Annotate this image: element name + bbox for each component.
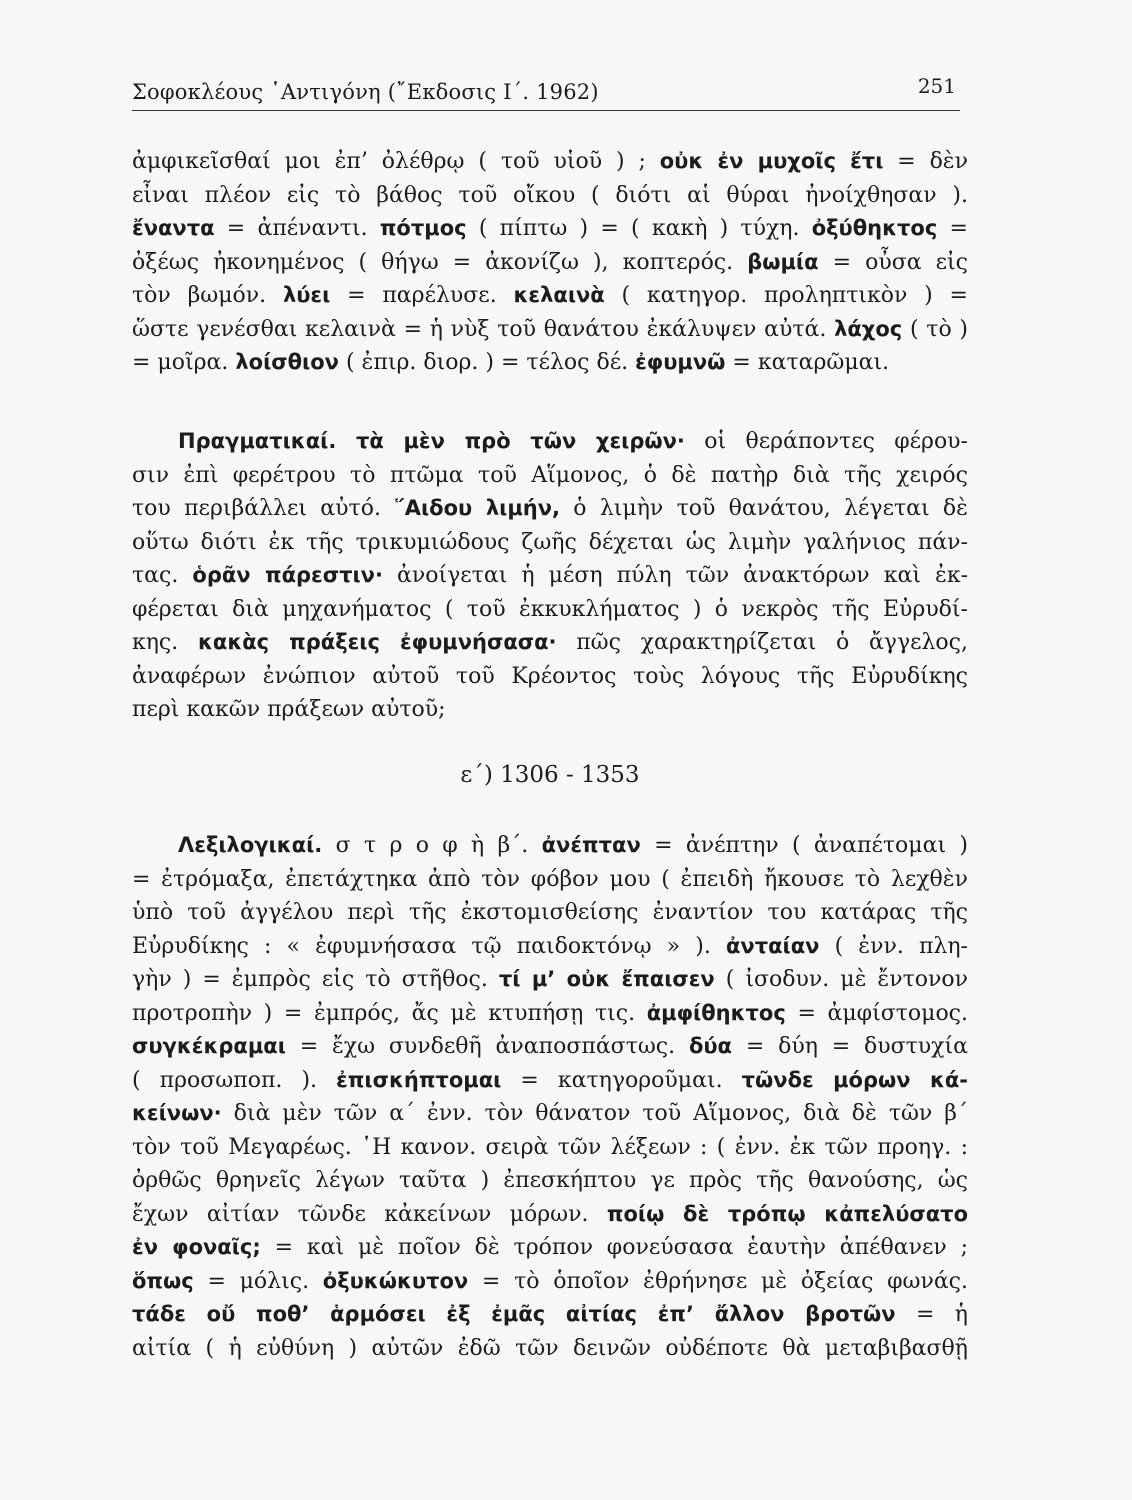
text-line: του περιβάλλει αὐτό. ῞Αιδου λιμήν, ὁ λιμὴν τοῦ θανάτου, λέγεται δὲ (132, 496, 968, 521)
page-number: 251 (917, 74, 956, 98)
text-line: = ἐτρόμαξα, ἐπετάχτηκα ἀπὸ τὸν φόβον μου ( ἐπειδὴ ἤκουσε τὸ λεχθὲν (132, 866, 968, 892)
paragraph-vocabulary-continued (132, 145, 968, 380)
text-line: αἰτία ( ἡ εὐθύνη ) αὐτῶν ἐδῶ τῶν δεινῶν οὐδέποτε θὰ μεταβιβασθῇ (132, 1335, 968, 1361)
text-line: ἔχων αἰτίαν τῶνδε κἀκείνων μόρων. ποίῳ δὲ τρόπῳ κἀπελύσατο (132, 1201, 968, 1227)
text-line: Λεξιλογικαί. σ τ ρ ο φ ὴ β΄. ἀνέπταν = ἀνέπτην ( ἀναπέτομαι ) (178, 833, 968, 858)
text-line: ἀναφέρων ἐνώπιον αὐτοῦ τοῦ Κρέοντος τοὺς λόγους τῆς Εὐρυδίκης (132, 663, 968, 689)
text-line: Εὐρυδίκης : « ἐφυμνήσασα τῷ παιδοκτόνῳ » ). ἀνταίαν ( ἐνν. πλη- (132, 933, 968, 959)
text-line: = μοῖρα. λοίσθιον ( ἐπιρ. διορ. ) = τέλος δέ. ἐφυμνῶ = καταρῶμαι. (132, 350, 890, 375)
paragraph-pragmatika (132, 425, 968, 727)
text-line: εἶναι πλέον εἰς τὸ βάθος τοῦ οἴκου ( διότι αἱ θύραι ἠνοίχθησαν ). (132, 182, 968, 208)
text-line: κης. κακὰς πράξεις ἐφυμνήσασα· πῶς χαρακτηρίζεται ὁ ἄγγελος, (132, 630, 968, 655)
running-title: Σοφοκλέους ῾Αντιγόνη (῎Εκδοσις Ι΄. 1962) (132, 80, 599, 104)
text-line: ὅπως = μόλις. ὀξυκώκυτον = τὸ ὁποῖον ἐθρήνησε μὲ ὀξείας φωνάς. (132, 1268, 968, 1294)
text-line: κείνων· διὰ μὲν τῶν α΄ ἐνν. τὸν θάνατον τοῦ Αἵμονος, διὰ δὲ τῶν β΄ (132, 1101, 968, 1126)
text-line: ἐν φοναῖς; = καὶ μὲ ποῖον δὲ τρόπον φονεύσασα ἑαυτὴν ἀπέθανεν ; (132, 1235, 968, 1260)
text-line: ὑπὸ τοῦ ἀγγέλου περὶ τῆς ἐκστομισθείσης ἐναντίον του κατάρας τῆς (132, 900, 968, 925)
section-heading: ε΄) 1306 - 1353 (460, 762, 640, 788)
text-line: οὕτω διότι ἐκ τῆς τρικυμιώδους ζωῆς δέχεται ὡς λιμὴν γαλήνιος πάν- (132, 529, 968, 555)
text-line: ἔναντα = ἀπέναντι. πότμος ( πίπτω ) = ( κακὴ ) τύχη. ὀξύθηκτος = (132, 216, 968, 241)
text-line: σιν ἐπὶ φερέτρου τὸ πτῶμα τοῦ Αἵμονος, ὁ δὲ πατὴρ διὰ τῆς χειρός (132, 462, 968, 488)
text-line: τὸν βωμόν. λύει = παρέλυσε. κελαινὰ ( κατηγορ. προληπτικὸν ) = (132, 283, 968, 308)
text-line: περὶ κακῶν πράξεων αὐτοῦ; (132, 697, 446, 722)
text-line: ἀμφικεῖσθαί μοι ἐπ’ ὀλέθρῳ ( τοῦ υἱοῦ ) ; οὐκ ἐν μυχοῖς ἔτι = δὲν (132, 149, 968, 174)
text-line: τὸν τοῦ Μεγαρέως. ῾Η κανον. σειρὰ τῶν λέξεων : ( ἐνν. ἐκ τῶν προηγ. : (132, 1134, 968, 1160)
text-line: συγκέκραμαι = ἔχω συνδεθῆ ἀναποσπάστως. δύα = δύη = δυστυχία (132, 1034, 968, 1059)
text-line: φέρεται διὰ μηχανήματος ( τοῦ ἐκκυκλήματος ) ὁ νεκρὸς τῆς Εὐρυδί- (132, 596, 968, 622)
text-line: ὀρθῶς θρηνεῖς λέγων ταῦτα ) ἐπεσκήπτου γε πρὸς τῆς θανούσης, ὡς (132, 1168, 968, 1193)
paragraph-lexilogika (132, 829, 968, 1365)
text-line: ( προσωποπ. ). ἐπισκήπτομαι = κατηγοροῦμαι. τῶνδε μόρων κά- (132, 1067, 968, 1093)
text-line: ὥστε γενέσθαι κελαινὰ = ἡ νὺξ τοῦ θανάτου ἐκάλυψεν αὐτά. λάχος ( τὸ ) (132, 316, 968, 342)
text-line: τάδε οὔ ποθ’ ἁρμόσει ἐξ ἐμᾶς αἰτίας ἐπ’ ἄλλον βροτῶν = ἡ (132, 1302, 968, 1327)
page-header (132, 74, 960, 111)
text-line: προτροπὴν ) = ἐμπρός, ἄς μὲ κτυπήσῃ τις. ἀμφίθηκτος = ἀμφίστομος. (132, 1000, 968, 1026)
text-line: γὴν ) = ἐμπρὸς εἰς τὸ στῆθος. τί μ’ οὐκ ἔπαισεν ( ἰσοδυν. μὲ ἔντονον (132, 967, 968, 992)
text-line: τας. ὁρᾶν πάρεστιν· ἀνοίγεται ἡ μέση πύλη τῶν ἀνακτόρων καὶ ἐκ- (132, 563, 968, 588)
text-line: Πραγματικαί. τὰ μὲν πρὸ τῶν χειρῶν· οἱ θεράποντες φέρου- (178, 429, 968, 454)
text-line: ὀξέως ἠκονημένος ( θήγω = ἀκονίζω ), κοπτερός. βωμία = οὖσα εἰς (132, 249, 968, 275)
